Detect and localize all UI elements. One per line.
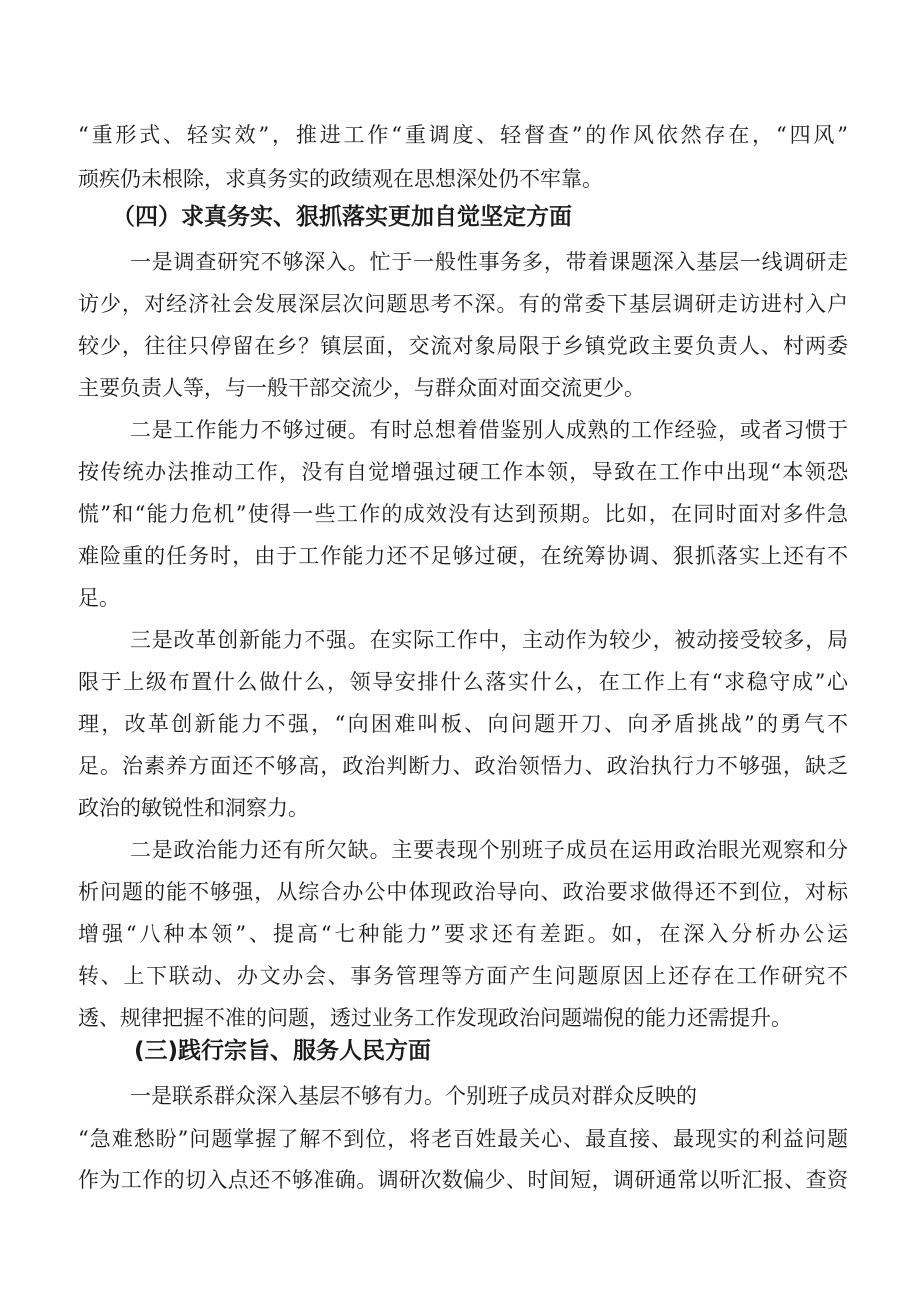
text-line: 转、上下联动、办文办会、事务管理等方面产生问题原因上还存在工作研究不 (78, 964, 848, 988)
text-line: 作为工作的切入点还不够准确。调研次数偏少、时间短，调研通常以听汇报、查资 (78, 1168, 848, 1192)
text-line: 二是工作能力不够过硬。有时总想着借鉴别人成熟的工作经验，或者习惯于 (130, 418, 848, 442)
text-line: 一是调查研究不够深入。忙于一般性事务多，带着课题深入基层一线调研走 (130, 250, 848, 274)
text-line: 顽疾仍未根除，求真务实的政绩观在思想深处仍不牢靠。 (78, 167, 603, 191)
section-heading-four: （四）求真务实、狠抓落实更加自觉坚定方面 (112, 204, 572, 230)
text-line: 访少，对经济社会发展深层次问题思考不深。有的常委下基层调研走访进村入户 (78, 292, 848, 316)
text-line: 按传统办法推动工作，没有自觉增强过硬工作本领，导致在工作中出现“本领恐 (78, 460, 848, 484)
text-line: 二是政治能力还有所欠缺。主要表现个别班子成员在运用政治眼光观察和分 (130, 838, 848, 862)
text-line: 限于上级布置什么做什么，领导安排什么落实什么，在工作上有“求稳守成”心 (78, 670, 848, 694)
text-line: 较少，往往只停留在乡？镇层面，交流对象局限于乡镇党政主要负责人、村两委 (78, 334, 848, 358)
text-line: 足。 (78, 586, 120, 610)
text-line: “急难愁盼”问题掌握了解不到位，将老百姓最关心、最直接、最现实的利益问题 (78, 1127, 848, 1151)
text-line: 增强“八种本领”、提高“七种能力”要求还有差距。如，在深入分析办公运 (78, 922, 848, 946)
text-line: 足。治素养方面还不够高，政治判断力、政治领悟力、政治执行力不够强，缺乏 (78, 754, 848, 778)
text-line: 透、规律把握不准的问题，透过业务工作发现政治问题端倪的能力还需提升。 (78, 1006, 792, 1030)
text-line: 慌”和“能力危机”使得一些工作的成效没有达到预期。比如，在同时面对多件急 (78, 502, 848, 526)
text-line: 三是改革创新能力不强。在实际工作中，主动作为较少，被动接受较多，局 (130, 628, 848, 652)
section-heading-three: (三)践行宗旨、服务人民方面 (134, 1038, 432, 1064)
text-line: 析问题的能不够强，从综合办公中体现政治导向、政治要求做得还不到位，对标 (78, 880, 848, 904)
text-line: 政治的敏锐性和洞察力。 (78, 796, 309, 820)
text-line: 难险重的任务时，由于工作能力还不足够过硬，在统筹协调、狠抓落实上还有不 (78, 544, 848, 568)
text-line: 一是联系群众深入基层不够有力。个别班子成员对群众反映的 (130, 1084, 697, 1108)
text-line: 理，改革创新能力不强，“向困难叫板、向问题开刀、向矛盾挑战”的勇气不 (78, 712, 848, 736)
text-line: “重形式、轻实效”，推进工作“重调度、轻督查”的作风依然存在，“四风” (78, 123, 848, 147)
text-line: 主要负责人等，与一般干部交流少，与群众面对面交流更少。 (78, 376, 645, 400)
